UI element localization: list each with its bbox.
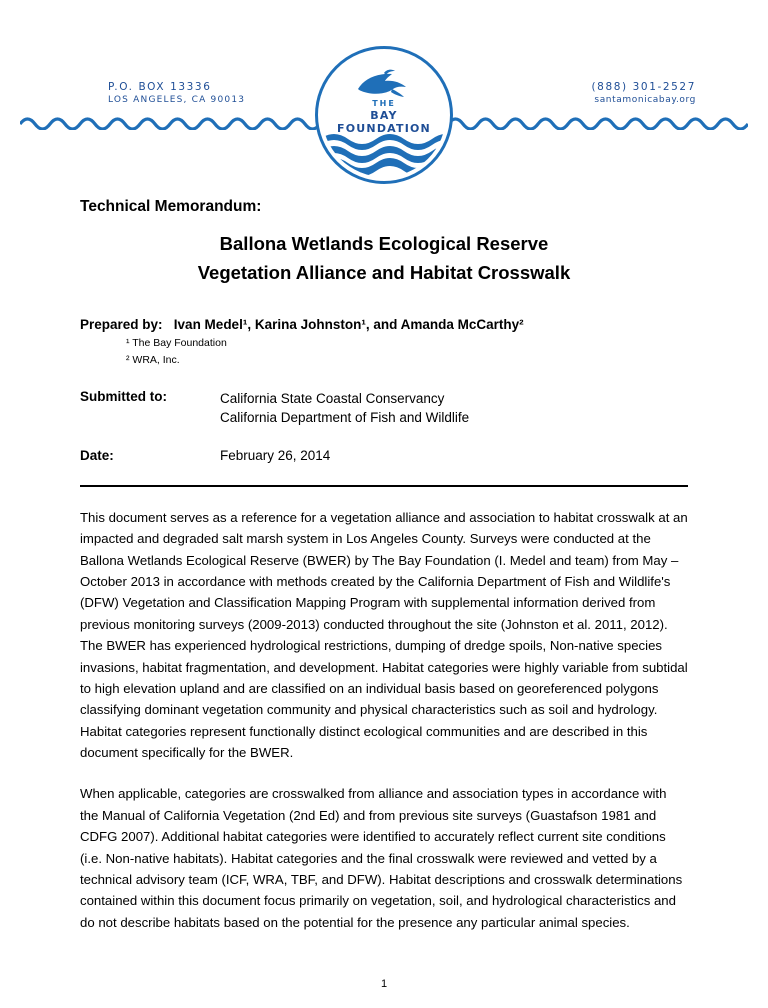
submitted-to-block [80, 389, 688, 428]
letterhead-contact [591, 80, 696, 106]
horizontal-rule [80, 485, 688, 487]
date-block [80, 448, 688, 463]
page-title [80, 230, 688, 287]
wave-divider-left [20, 112, 320, 130]
date-label: Date: [80, 447, 114, 463]
letterhead-address [108, 80, 245, 106]
wave-divider-right [448, 112, 748, 130]
logo-top-word: THE [372, 99, 396, 108]
phone-number: (888) 301-2527 [591, 81, 696, 93]
title-line-1: Ballona Wetlands Ecological Reserve [219, 233, 549, 254]
affiliations [126, 336, 688, 369]
date-value: February 26, 2014 [220, 447, 331, 463]
submitted-to-value-1: California State Coastal Conservancy [220, 390, 445, 406]
logo-name: BAY FOUNDATION [337, 109, 431, 135]
address-line-1: P.O. BOX 13336 [108, 81, 212, 93]
prepared-by-value: Ivan Medel¹, Karina Johnston¹, and Amanda McCarthy² [173, 317, 524, 333]
affiliation-1: ¹ The Bay Foundation [126, 337, 227, 350]
title-line-2: Vegetation Alliance and Habitat Crosswalk [197, 261, 571, 283]
letterhead [0, 0, 768, 182]
prepared-by-line [80, 317, 688, 332]
prepared-by-label: Prepared by: [80, 317, 163, 333]
logo-waves [322, 125, 446, 177]
prepared-by-block [80, 317, 688, 369]
page-number: 1 [380, 978, 388, 990]
bay-foundation-logo [315, 46, 453, 184]
paragraph-2: When applicable, categories are crosswalked from alliance and association types in accordance with the Manual of California Vegetation (2nd Ed) and from previous site surveys (Guastafson 1981 and CDFG 2007). Additional habitat categories were identified to accurately reflect current site conditions (i.e. Non-native habitats). Habitat categories and the final crosswalk were reviewed and vetted by a technical advisory team (ICF, WRA, TBF, and DFW). Habitat descriptions and crosswalk determinations contained within this document focus primarily on vegetation, soil, and hydrological characteristics and do not describe habitats based on the potential for the presence any particular animal species. [80, 786, 683, 930]
submitted-to-value-2: California Department of Fish and Wildlife [220, 410, 470, 426]
address-line-2: LOS ANGELES, CA 90013 [108, 95, 246, 106]
document-body [0, 198, 768, 933]
affiliation-2: ² WRA, Inc. [126, 354, 180, 367]
website-url[interactable]: santamonicabay.org [594, 95, 696, 106]
memo-label: Technical Memorandum: [80, 198, 262, 215]
submitted-to-label: Submitted to: [80, 388, 167, 404]
paragraph-1: This document serves as a reference for a vegetation alliance and association to habitat crosswalk at an impacted and degraded salt marsh system in Los Angeles County. Surveys were conducted at the Ballona Wetlands Ecological Reserve (BWER) by The Bay Foundation (I. Medel and team) from May – October 2013 in accordance with methods created by the California Department of Fish and Wildlife's (DFW) Vegetation and Classification Mapping Program with supplemental information derived from previous monitoring surveys (2009-2013) conducted throughout the site (Johnston et al. 2011, 2012). The BWER has experienced hydrological restrictions, dumping of dredge spoils, Non-native species invasions, habitat fragmentation, and development. Habitat categories were highly variable from subtidal to high elevation upland and are classified on an individual basis based on georeferenced polygons classifying dominant vegetation community and physical characteristics such as soil and hydrology. Habitat categories represent functionally distinct ecological communities and are described in this document specifically for the BWER. [80, 509, 688, 761]
submitted-to-values [220, 389, 469, 428]
document-metadata [80, 317, 688, 463]
